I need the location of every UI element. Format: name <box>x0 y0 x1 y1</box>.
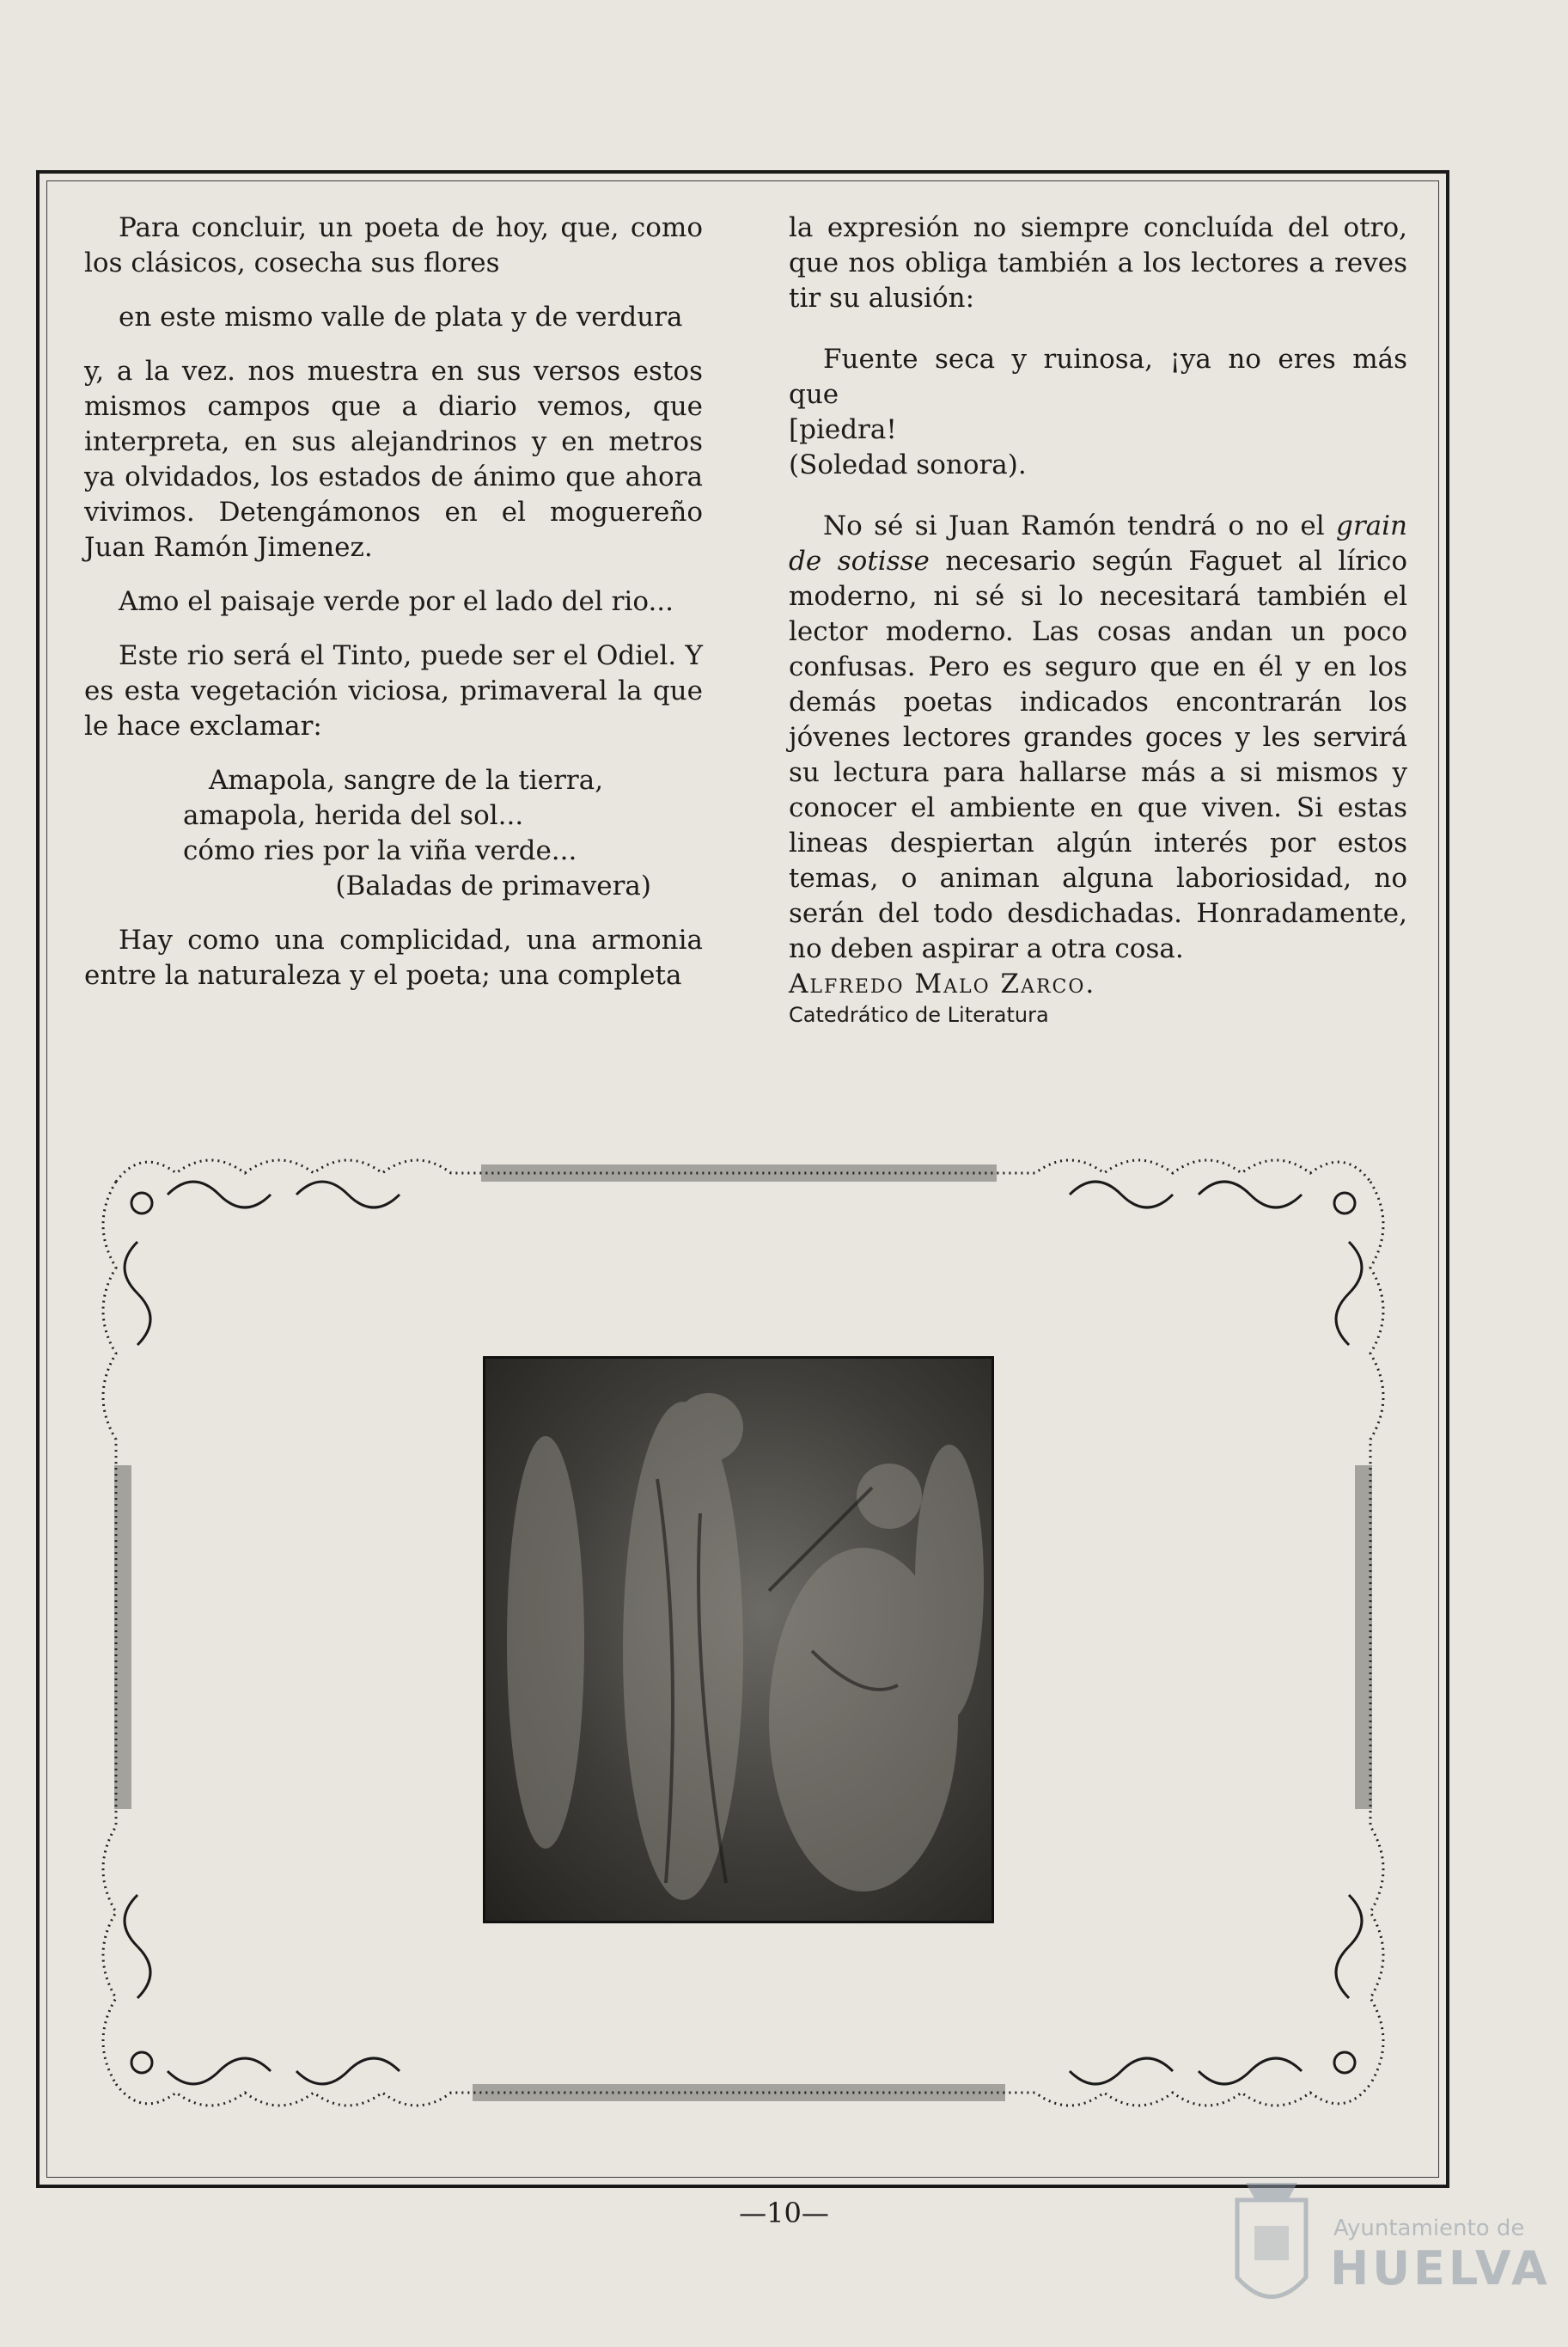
left-column <box>84 211 703 993</box>
poem-source: (Baladas de primavera) <box>335 871 651 902</box>
paragraph: Hay como una complicidad, una armonia entre la naturaleza y el poeta; una completa <box>84 925 703 991</box>
author-title: Catedrático de Literatura <box>789 1003 1049 1027</box>
paragraph <box>789 509 1407 967</box>
verse-quote-continuation: [piedra! <box>789 414 897 445</box>
paragraph: y, a la vez. nos muestra en sus versos estos mismos campos que a diario vemos, que interpreta, en sus alejandrinos y en metros ya olvidados, los estados de ánimo que ahora vivimos. Detengámonos en el moguereño Juan Ramón Jimenez. <box>84 356 703 563</box>
watermark-line1: Ayuntamiento de <box>1333 2216 1525 2241</box>
paragraph: la expresión no siempre concluída del otro, que nos obliga también a los lectores a reves tir su alusión: <box>789 212 1407 314</box>
verse-quote: Fuente seca y ruinosa, ¡ya no eres más que <box>789 344 1407 410</box>
coat-of-arms-icon <box>1220 2166 1323 2320</box>
verse-quote: Amo el paisaje verde por el lado del rio... <box>119 586 674 617</box>
text-run: necesario según Faguet al lírico moderno, ni sé si lo necesitará también el lector moderno. Las cosas andan un poco confusas. Pero es seguro que en él y en los demás poetas indicados encontrarán los jóvenes lectores grandes goces y les servirá su lectura para hallarse más a si mismos y conocer el ambiente en que viven. Si estas lineas despiertan algún interés por estos temas, o animan alguna laboriosidad, no serán del todo desdichadas. Honradamente, no deben aspirar a otra cosa. <box>789 546 1408 964</box>
poem-line: Amapola, sangre de la tierra, <box>209 765 604 796</box>
poem-line: cómo ries por la viña verde... <box>183 835 577 866</box>
text-run: No sé si Juan Ramón tendrá o no el <box>823 510 1336 541</box>
poem-line: amapola, herida del sol... <box>183 800 524 831</box>
verse-quote: en este mismo valle de plata y de verdura <box>119 302 683 333</box>
watermark-logo <box>1220 2166 1551 2329</box>
poem-excerpt <box>84 763 703 869</box>
italic-phrase: grain de sotisse <box>789 510 1407 577</box>
quote-source: (Soledad sonora). <box>789 449 1027 480</box>
watermark-line2: HUELVA <box>1330 2241 1551 2295</box>
paragraph: Este rio será el Tinto, puede ser el Odiel. Y es esta vegetación viciosa, primaveral la que le hace exclamar: <box>84 640 703 742</box>
page-number: —10— <box>739 2197 829 2229</box>
right-column <box>789 211 1407 1028</box>
relief-photograph <box>483 1356 994 1923</box>
paragraph: Para concluir, un poeta de hoy, que, como los clásicos, cosecha sus flores <box>84 212 703 278</box>
author-signature: Alfredo Malo Zarco. <box>789 969 1096 999</box>
